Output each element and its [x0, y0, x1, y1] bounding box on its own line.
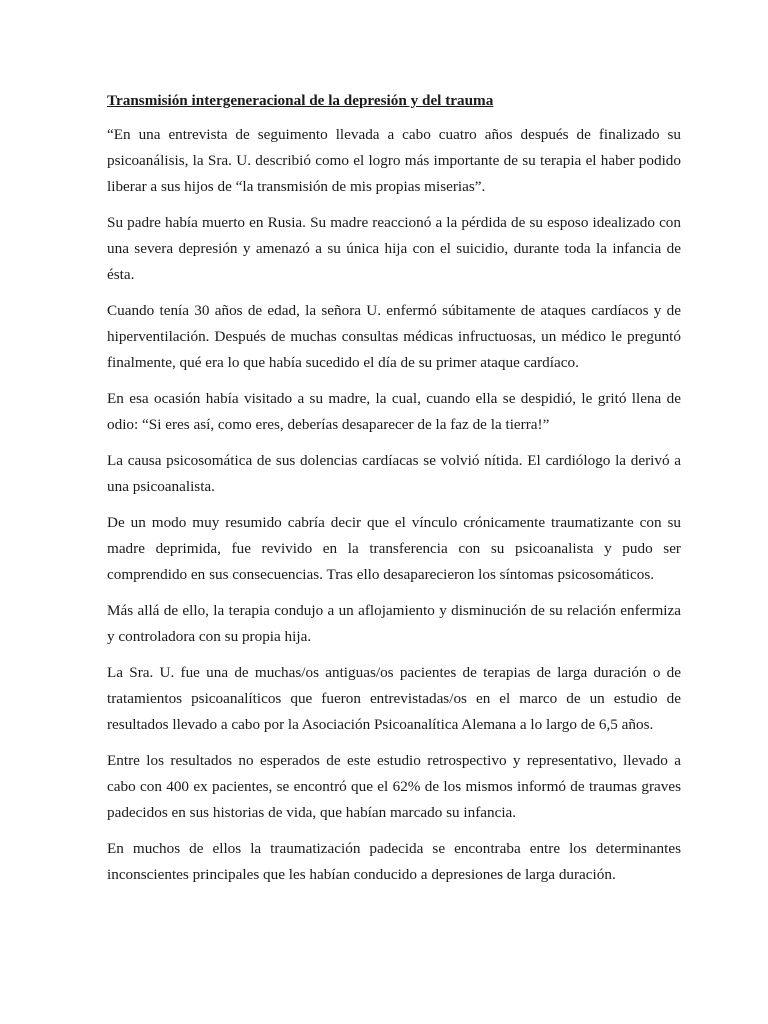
paragraph-7: Más allá de ello, la terapia condujo a un aflojamiento y disminución de su relación enfermiza y controladora con su propia hija. [107, 602, 681, 645]
paragraph-2: Su padre había muerto en Rusia. Su madre reaccionó a la pérdida de su esposo idealizado con una severa depresión y amenazó a su única hija con el suicidio, durante toda la infancia de ésta. [107, 214, 681, 283]
paragraph-5: La causa psicosomática de sus dolencias cardíacas se volvió nítida. El cardiólogo la derivó a una psicoanalista. [107, 452, 681, 495]
paragraph-1: “En una entrevista de seguimento llevada a cabo cuatro años después de finalizado su psicoanálisis, la Sra. U. describió como el logro más importante de su terapia el haber podido liberar a sus hijos de “la transmisión de mis propias miserias”. [107, 126, 681, 195]
document-page [107, 88, 681, 898]
paragraph-9: Entre los resultados no esperados de este estudio retrospectivo y representativo, llevado a cabo con 400 ex pacientes, se encontró que el 62% de los mismos informó de traumas graves padecidos en sus historias de vida, que habían marcado su infancia. [107, 752, 681, 821]
paragraph-3: Cuando tenía 30 años de edad, la señora U. enfermó súbitamente de ataques cardíacos y de hiperventilación. Después de muchas consultas médicas infructuosas, un médico le preguntó finalmente, qué era lo que había sucedido el día de su primer ataque cardíaco. [107, 302, 681, 371]
paragraph-4: En esa ocasión había visitado a su madre, la cual, cuando ella se despidió, le gritó llena de odio: “Si eres así, como eres, deberías desaparecer de la faz de la tierra!” [107, 390, 681, 433]
document-title: Transmisión intergeneracional de la depresión y del trauma [107, 92, 494, 109]
paragraph-8: La Sra. U. fue una de muchas/os antiguas/os pacientes de terapias de larga duración o de tratamientos psicoanalíticos que fueron entrevistadas/os en el marco de un estudio de resultados llevado a cabo por la Asociación Psicoanalítica Alemana a lo largo de 6,5 años. [107, 664, 681, 733]
paragraph-10: En muchos de ellos la traumatización padecida se encontraba entre los determinantes inconscientes principales que les habían conducido a depresiones de larga duración. [107, 840, 681, 883]
paragraph-6: De un modo muy resumido cabría decir que el vínculo crónicamente traumatizante con su madre deprimida, fue revivido en la transferencia con su psicoanalista y pudo ser comprendido en sus consecuencias. Tras ello desaparecieron los síntomas psicosomáticos. [107, 514, 681, 583]
